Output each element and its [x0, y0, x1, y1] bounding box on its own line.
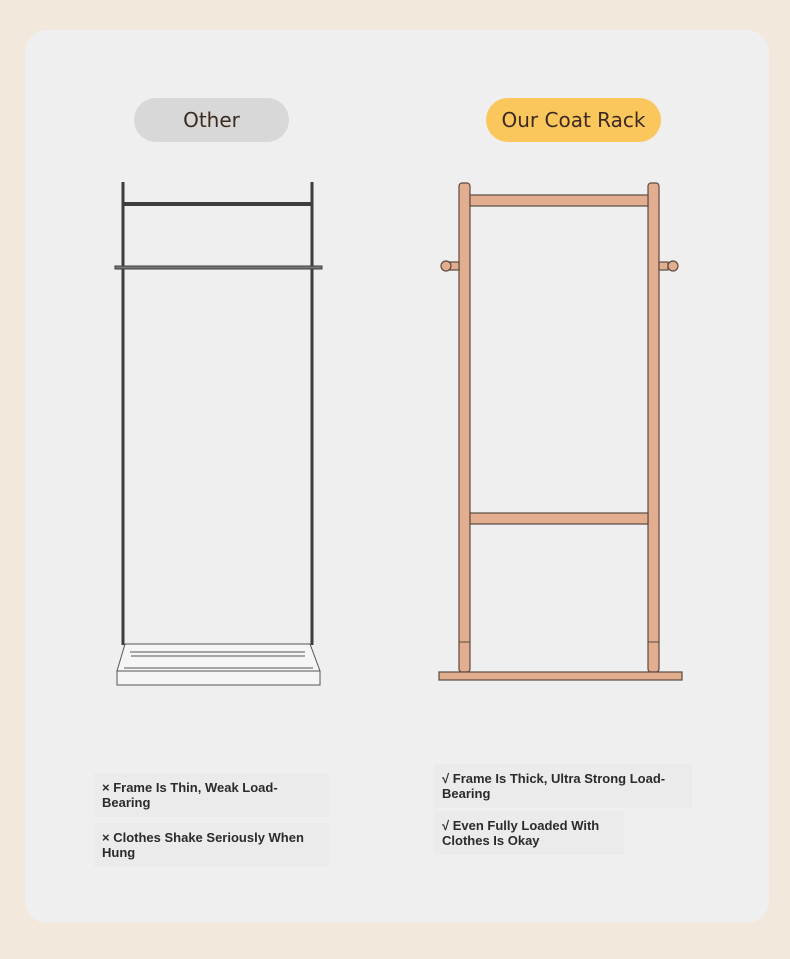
- other-drawback-item: × Clothes Shake Seriously When Hung: [94, 823, 329, 867]
- ours-benefit-item: √ Frame Is Thick, Ultra Strong Load-Bearing: [434, 764, 692, 808]
- other-label: Other: [183, 108, 240, 132]
- ours-benefits-list: [434, 764, 692, 858]
- ours-benefit-item: √ Even Fully Loaded With Clothes Is Okay: [434, 811, 624, 855]
- ours-label: Our Coat Rack: [501, 108, 646, 132]
- other-drawback-item: × Frame Is Thin, Weak Load-Bearing: [94, 773, 329, 817]
- other-drawbacks-list: [94, 773, 329, 873]
